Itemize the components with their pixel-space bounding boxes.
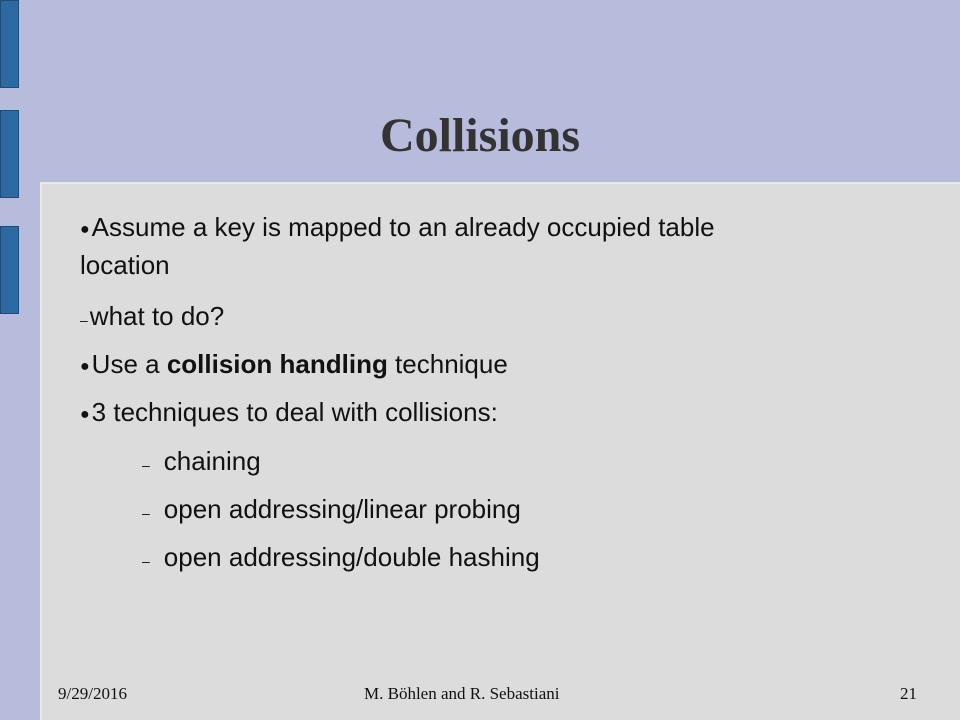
dash-icon: – <box>80 312 88 328</box>
technique-text: chaining <box>163 446 261 476</box>
bullet-2 <box>80 345 508 386</box>
bullet-icon: ● <box>80 406 90 423</box>
bullet-1-text: Assume a key is mapped to an already occupied table <box>91 212 715 242</box>
bullet-1-continuation: location <box>80 250 170 280</box>
sub-item-what-to-do <box>80 297 224 339</box>
dash-icon: – <box>142 553 150 569</box>
bullet-icon: ● <box>80 358 90 375</box>
technique-text: open addressing/double hashing <box>163 542 540 572</box>
technique-double-hashing <box>142 538 540 580</box>
decorative-bar-bottom <box>0 226 19 314</box>
footer-date: 9/29/2016 <box>58 684 127 703</box>
technique-text: open addressing/linear probing <box>163 494 521 524</box>
bullet-2-post: technique <box>387 349 508 379</box>
bullet-2-pre: Use a <box>91 349 167 379</box>
footer-authors: M. Böhlen and R. Sebastiani <box>364 684 560 703</box>
footer-page-number: 21 <box>900 684 917 703</box>
bullet-1 <box>80 208 715 249</box>
decorative-bar-top <box>0 0 19 88</box>
sub-item-text: what to do? <box>89 301 225 331</box>
technique-chaining <box>142 442 261 484</box>
slide-title: Collisions <box>379 109 581 162</box>
bullet-2-emphasis: collision handling <box>166 349 388 379</box>
bullet-3-text: 3 techniques to deal with collisions: <box>91 397 498 427</box>
dash-icon: – <box>142 505 150 521</box>
technique-linear-probing <box>142 490 521 532</box>
bullet-icon: ● <box>80 221 90 238</box>
dash-icon: – <box>142 457 150 473</box>
bullet-3 <box>80 393 498 434</box>
